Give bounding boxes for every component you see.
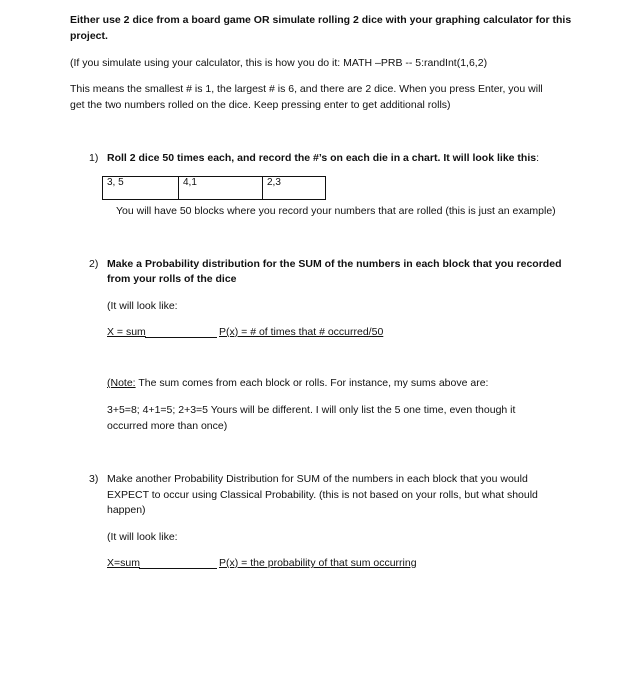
q3-number: 3) bbox=[89, 473, 99, 485]
q3-line1: Make another Probability Distribution for SUM of the numbers in each block that you would bbox=[107, 473, 528, 485]
q3-blank-line bbox=[139, 568, 217, 569]
q2-note-label: (Note: bbox=[107, 377, 136, 389]
q3-will-look-like: (It will look like: bbox=[107, 531, 178, 543]
explanation-line1: This means the smallest # is 1, the largest # is 6, and there are 2 dice. When you press Enter, you will bbox=[70, 83, 543, 95]
q1-number: 1) bbox=[89, 152, 99, 164]
table-cell: 3, 5 bbox=[103, 177, 179, 200]
q3-p-label: P(x) = the probability of that sum occurring bbox=[219, 557, 417, 569]
q2-will-look-like: (It will look like: bbox=[107, 300, 178, 312]
q2-number: 2) bbox=[89, 258, 99, 270]
q2-sums-line1: 3+5=8; 4+1=5; 2+3=5 Yours will be different. I will only list the 5 one time, even though it bbox=[107, 404, 516, 416]
table-row bbox=[103, 177, 326, 200]
table-cell: 2,3 bbox=[263, 177, 326, 200]
q3-line2: EXPECT to occur using Classical Probability. (this is not based on your rolls, but what should bbox=[107, 489, 538, 501]
q2-line2: from your rolls of the dice bbox=[107, 273, 237, 285]
q1-note: You will have 50 blocks where you record your numbers that are rolled (this is just an example) bbox=[116, 205, 556, 217]
intro-heading-line1: Either use 2 dice from a board game OR simulate rolling 2 dice with your graphing calculator for this bbox=[70, 14, 572, 26]
roll-record-table bbox=[102, 176, 326, 200]
table-cell: 4,1 bbox=[179, 177, 263, 200]
q3-line3: happen) bbox=[107, 504, 146, 516]
q1-text: Roll 2 dice 50 times each, and record the #’s on each die in a chart. It will look like this bbox=[107, 152, 537, 164]
q2-blank-line bbox=[145, 337, 217, 338]
q1-colon: : bbox=[536, 152, 540, 164]
explanation-line2: get the two numbers rolled on the dice. Keep pressing enter to get additional rolls) bbox=[70, 99, 451, 111]
calculator-note: (If you simulate using your calculator, this is how you do it: MATH –PRB -- 5:randInt(1,6,2) bbox=[70, 57, 488, 69]
q2-x-label: X = sum bbox=[107, 326, 146, 338]
q2-p-label: P(x) = # of times that # occurred/50 bbox=[219, 326, 384, 338]
q2-note-line bbox=[107, 377, 488, 389]
q1-text-line bbox=[107, 152, 539, 164]
intro-heading-line2: project. bbox=[70, 30, 108, 42]
q3-x-label: X=sum bbox=[107, 557, 140, 569]
q2-sums-line2: occurred more than once) bbox=[107, 420, 228, 432]
q2-line1: Make a Probability distribution for the SUM of the numbers in each block that you recorded bbox=[107, 258, 562, 270]
q2-note-text: The sum comes from each block or rolls. For instance, my sums above are: bbox=[135, 377, 489, 389]
